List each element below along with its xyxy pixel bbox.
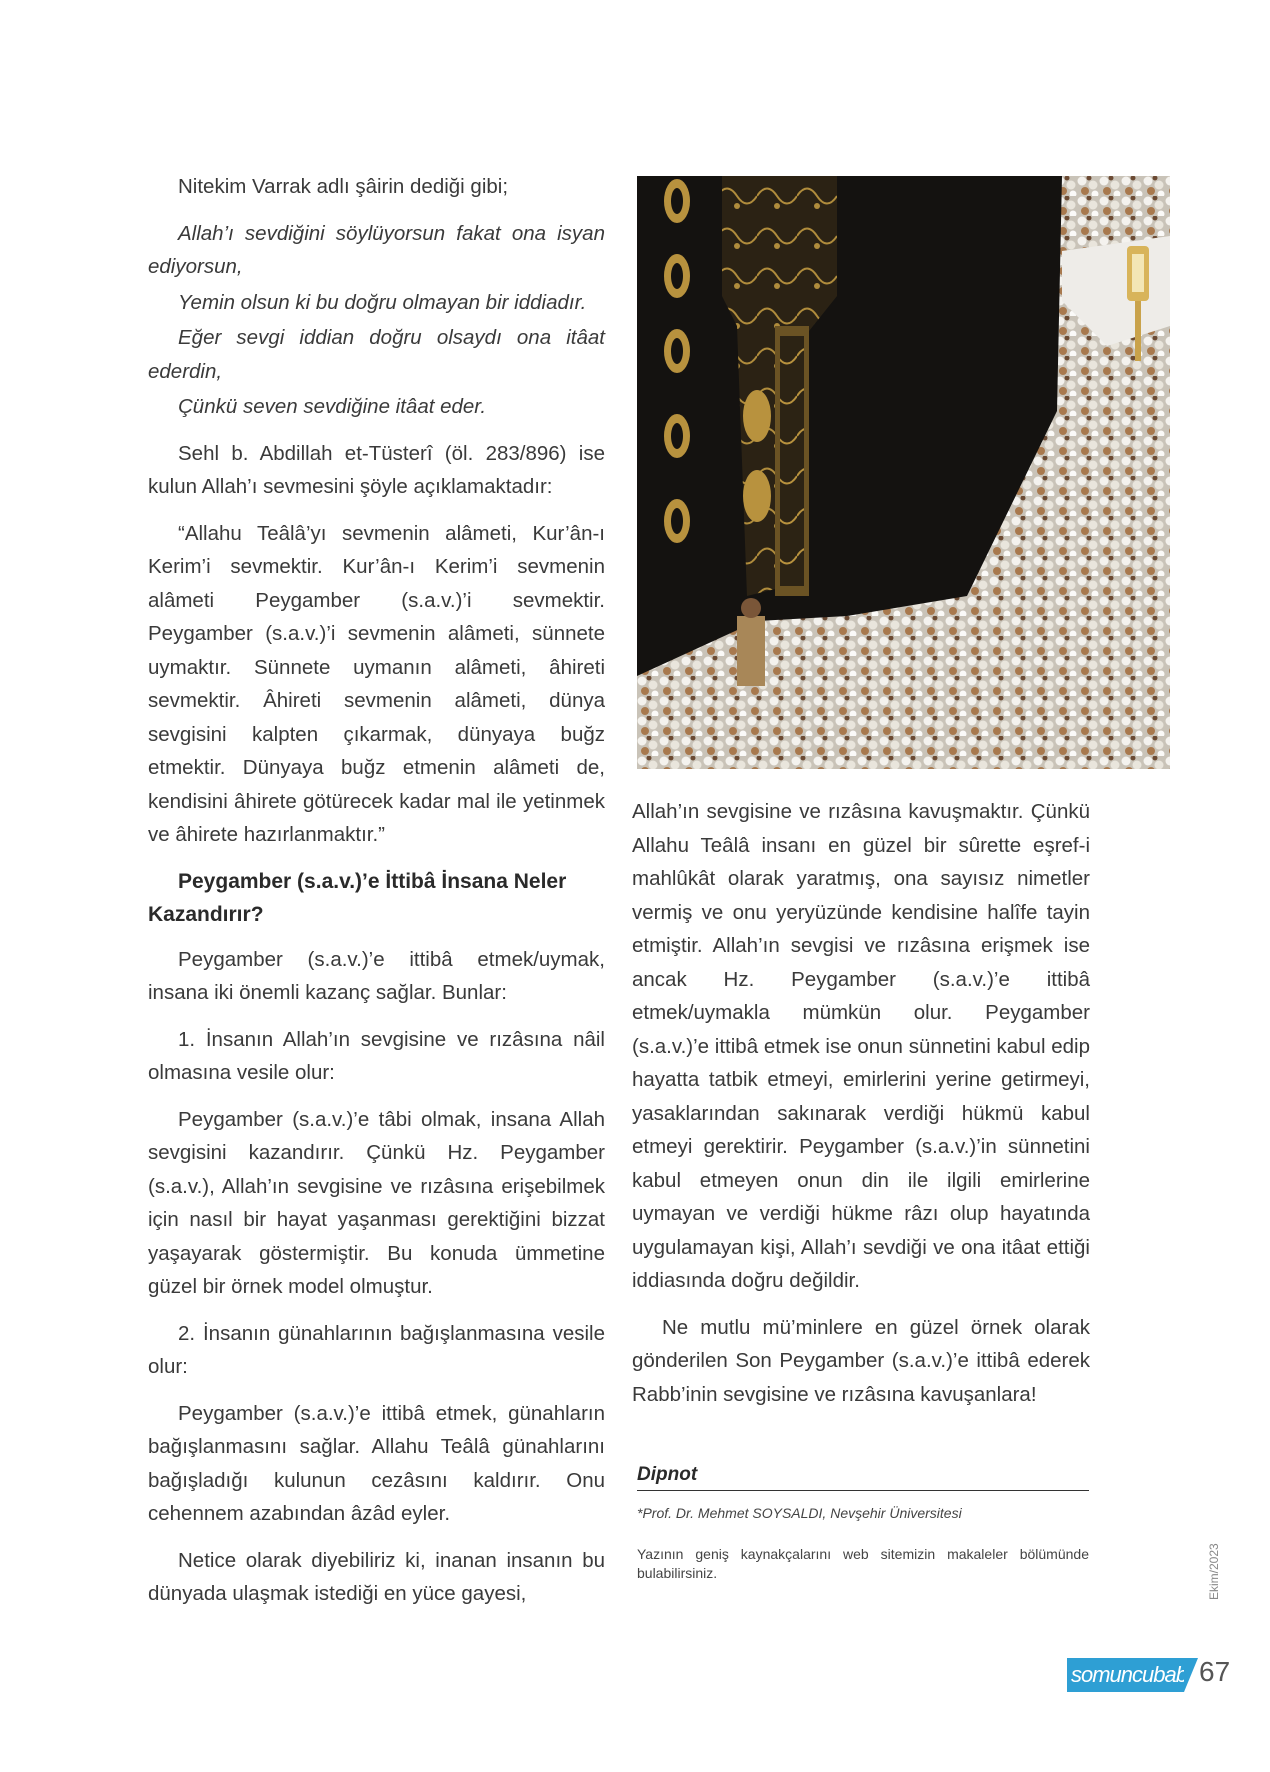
intro-paragraph: Nitekim Varrak adlı şâirin dediği gibi; [178, 175, 509, 198]
body-paragraph-4: Netice olarak diyebiliriz ki, inanan insanın bu dünyada ulaşmak istediği en yüce gayesi, [148, 1548, 605, 1605]
brand-banner [1067, 1658, 1199, 1692]
body-paragraph-1: Peygamber (s.a.v.)’e ittibâ etmek/uymak, insana iki önemli kazanç sağlar. Bunlar: [148, 947, 605, 1004]
body-paragraph-3: Peygamber (s.a.v.)’e ittibâ etmek, günahların bağışlanmasını sağlar. Allahu Teâlâ günahlarını bağışladığı kulunun cezâsını kaldırır. Onu cehennem azabından âzâd eyler. [148, 1401, 605, 1525]
left-column [148, 170, 605, 1624]
poem-line-2: Yemin olsun ki bu doğru olmayan bir iddiadır. [178, 290, 587, 314]
list-item-1: 1. İnsanın Allah’ın sevgisine ve rızâsına nâil olmasına vesile olur: [148, 1027, 605, 1084]
body-paragraph-2: Peygamber (s.a.v.)’e tâbi olmak, insana Allah sevgisini kazandırır. Çünkü Hz. Peygamber (s.a.v.), Allah’ın sevgisine ve rızâsına erişebilmek için nasıl bir hayat yaşanması gerektiğini bizzat yaşayarak göstermiştir. Bu konuda ümmetine güzel bir örnek model olmuştur. [148, 1107, 605, 1298]
poem-line-1: Allah’ı sevdiğini söylüyorsun fakat ona isyan ediyorsun, [148, 221, 605, 278]
poem-line-4: Çünkü seven sevdiğine itâat eder. [178, 395, 487, 418]
quote-paragraph: “Allahu Teâlâ’yı sevmenin alâmeti, Kur’ân-ı Kerim’i sevmektir. Kur’ân-ı Kerim’i sevmenin alâmeti Peygamber (s.a.v.)’i sevmektir. Peygamber (s.a.v.)’i sevmenin alâmeti, sünnete uymaktır. Sünnete uymanın alâmeti, âhireti sevmektir. Âhireti sevmenin alâmeti, dünya sevgisini kalpten çıkarmak, dünyaya buğz etmektir. Dünyaya buğz etmenin alâmeti de, kendisini âhirete götürecek kadar mal ile yetinmek ve âhirete hazırlanmaktır.” [148, 521, 605, 846]
right-paragraph-2: Ne mutlu mü’minlere en güzel örnek olarak gönderilen Son Peygamber (s.a.v.)’e ittibâ ederek Rabb’inin sevgisine ve rızâsına kavuşanlara! [632, 1315, 1090, 1406]
kaaba-crowd-photo [637, 176, 1170, 769]
section-heading: Peygamber (s.a.v.)’e İttibâ İnsana Neler Kazandırır? [148, 869, 567, 926]
footnote-note: Yazının geniş kaynakçalarını web sitemizin makaleler bölümünde bulabilirsiniz. [637, 1546, 1089, 1581]
brand-name: somuncubaba [1071, 1662, 1199, 1687]
right-column [632, 795, 1090, 1424]
right-paragraph-1: Allah’ın sevgisine ve rızâsına kavuşmaktır. Çünkü Allahu Teâlâ insanı en güzel bir sûrette eşref-i mahlûkât olarak yaratmış, ona sayısız nimetler vermiş ve onu yeryüzünde kendisine halîfe tayin etmiştir. Allah’ın sevgisi ve rızâsına erişmek ise ancak Hz. Peygamber (s.a.v.)’e ittibâ etmek/uymakla mümkün olur. Peygamber (s.a.v.)’e ittibâ etmek ise onun sünnetini kabul edip hayatta tatbik etmeyi, emirlerini yerine getirmeyi, yasaklarından sakınarak verdiği hükmü kabul etmeyi gerektirir. Peygamber (s.a.v.)’in sünnetini kabul etmeyen onun din ile ilgili emirlerine uymayan ve verdiği hükme râzı olup hayatında uygulamayan kişi, Allah’ı sevdiği ve ona itâat ettiği iddiasında doğru değildir. [632, 800, 1090, 1292]
footnote-author: *Prof. Dr. Mehmet SOYSALDI, Nevşehir Üniversitesi [637, 1505, 962, 1521]
poem-line-3: Eğer sevgi iddian doğru olsaydı ona itâat ederdin, [148, 326, 605, 383]
list-item-2: 2. İnsanın günahlarının bağışlanmasına vesile olur: [148, 1321, 605, 1378]
issue-date: Ekim/2023 [1207, 1543, 1221, 1600]
footnote-title: Dipnot [637, 1464, 1089, 1491]
footnotes [637, 1464, 1089, 1583]
page-number: 67 [1199, 1656, 1231, 1687]
sehl-paragraph: Sehl b. Abdillah et-Tüsterî (öl. 283/896) ise kulun Allah’ı sevmesini şöyle açıklamaktadır: [148, 441, 605, 498]
